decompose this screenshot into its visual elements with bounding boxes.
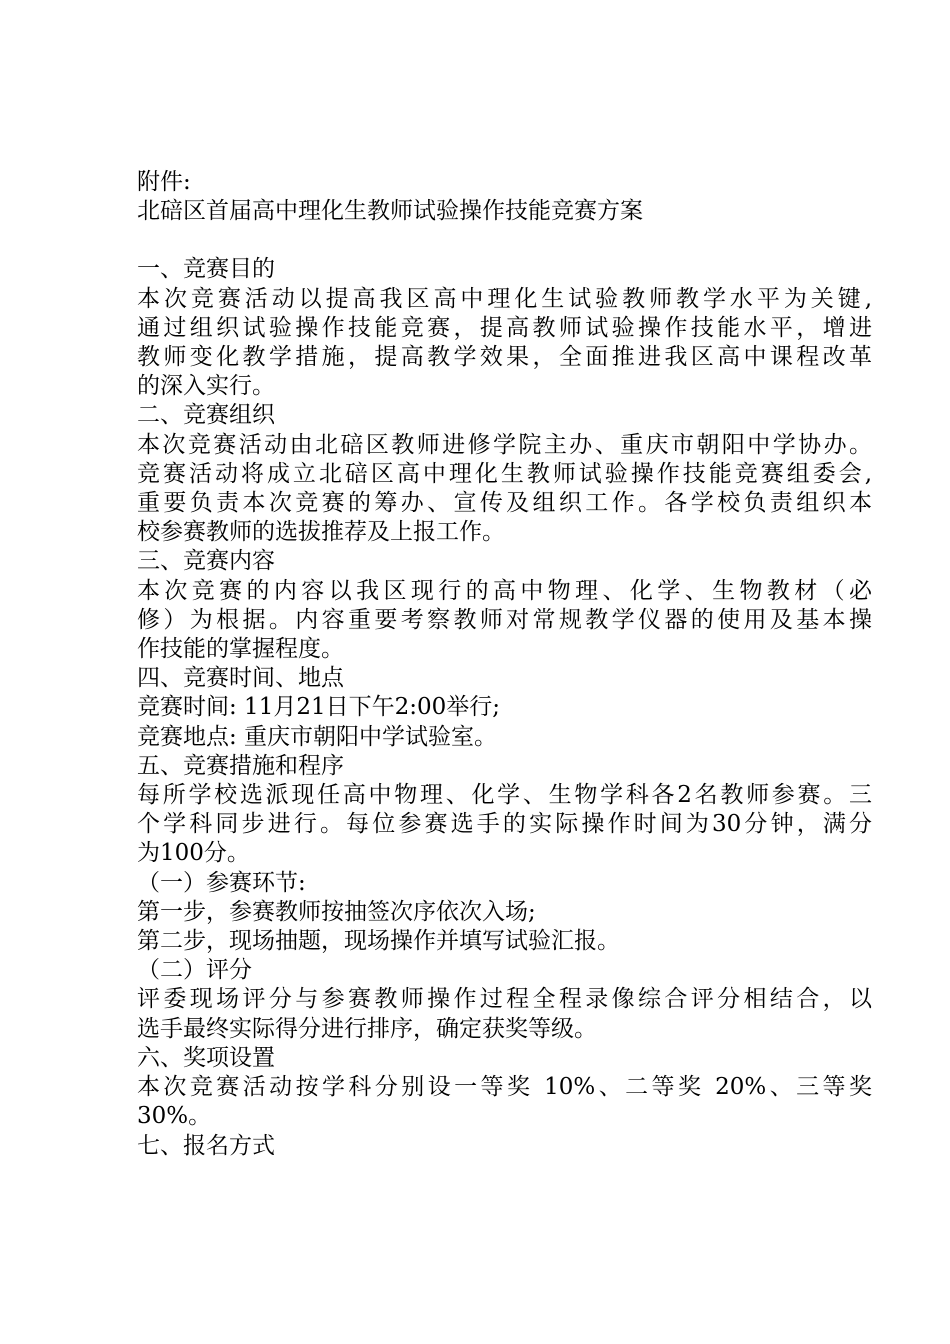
paragraph-line: 教师变化教学措施，提高教学效果，全面推进我区高中课程改革 bbox=[137, 344, 872, 371]
paragraph-line: 校参赛教师的选拔推荐及上报工作。 bbox=[137, 519, 505, 546]
paragraph-line: 30%。 bbox=[137, 1103, 212, 1130]
paragraph-line: 本次竞赛活动按学科分别设一等奖 10%、二等奖 20%、三等奖 bbox=[137, 1074, 872, 1101]
paragraph-line: 评委现场评分与参赛教师操作过程全程录像综合评分相结合，以 bbox=[137, 986, 872, 1013]
paragraph-line: 每所学校选派现任高中物理、化学、生物学科各2名教师参赛。三 bbox=[137, 782, 872, 809]
subsection-heading-scoring: （二）评分 bbox=[137, 957, 252, 984]
section-heading-procedure: 五、竞赛措施和程序 bbox=[137, 752, 344, 779]
section-heading-content: 三、竞赛内容 bbox=[137, 548, 275, 575]
competition-place: 竞赛地点: 重庆市朝阳中学试验室。 bbox=[137, 723, 498, 750]
step-one: 第一步，参赛教师按抽签次序依次入场; bbox=[137, 898, 536, 925]
paragraph-line: 本次竞赛的内容以我区现行的高中物理、化学、生物教材（必 bbox=[137, 577, 872, 604]
section-heading-purpose: 一、竞赛目的 bbox=[137, 256, 275, 283]
paragraph-line: 竞赛活动将成立北碚区高中理化生教师试验操作技能竞赛组委会, bbox=[137, 460, 872, 487]
section-heading-organization: 二、竞赛组织 bbox=[137, 402, 275, 429]
step-two: 第二步，现场抽题，现场操作并填写试验汇报。 bbox=[137, 928, 620, 955]
paragraph-line: 本次竞赛活动由北碚区教师进修学院主办、重庆市朝阳中学协办。 bbox=[137, 431, 872, 458]
paragraph-line: 通过组织试验操作技能竞赛，提高教师试验操作技能水平，增进 bbox=[137, 314, 872, 341]
section-heading-registration: 七、报名方式 bbox=[137, 1132, 275, 1159]
paragraph-line: 修）为根据。内容重要考察教师对常规教学仪器的使用及基本操 bbox=[137, 606, 872, 633]
paragraph-line: 重要负责本次竞赛的筹办、宣传及组织工作。各学校负责组织本 bbox=[137, 490, 872, 517]
paragraph-line: 个学科同步进行。每位参赛选手的实际操作时间为30分钟，满分 bbox=[137, 811, 872, 838]
document-title: 北碚区首届高中理化生教师试验操作技能竞赛方案 bbox=[137, 198, 643, 225]
paragraph-line: 为100分。 bbox=[137, 840, 250, 867]
document-page bbox=[137, 168, 872, 1161]
section-heading-awards: 六、奖项设置 bbox=[137, 1044, 275, 1071]
competition-time: 竞赛时间: 11月21日下午2:00举行; bbox=[137, 694, 500, 721]
attachment-label: 附件: bbox=[137, 169, 191, 195]
paragraph-line: 选手最终实际得分进行排序，确定获奖等级。 bbox=[137, 1015, 597, 1042]
blank-line bbox=[137, 226, 872, 255]
paragraph-line: 作技能的掌握程度。 bbox=[137, 636, 344, 663]
paragraph-line: 的深入实行。 bbox=[137, 373, 275, 400]
paragraph-line: 本次竞赛活动以提高我区高中理化生试验教师教学水平为关键, bbox=[137, 285, 872, 312]
section-heading-time-place: 四、竞赛时间、地点 bbox=[137, 665, 344, 692]
subsection-heading-steps: （一）参赛环节: bbox=[137, 869, 306, 896]
